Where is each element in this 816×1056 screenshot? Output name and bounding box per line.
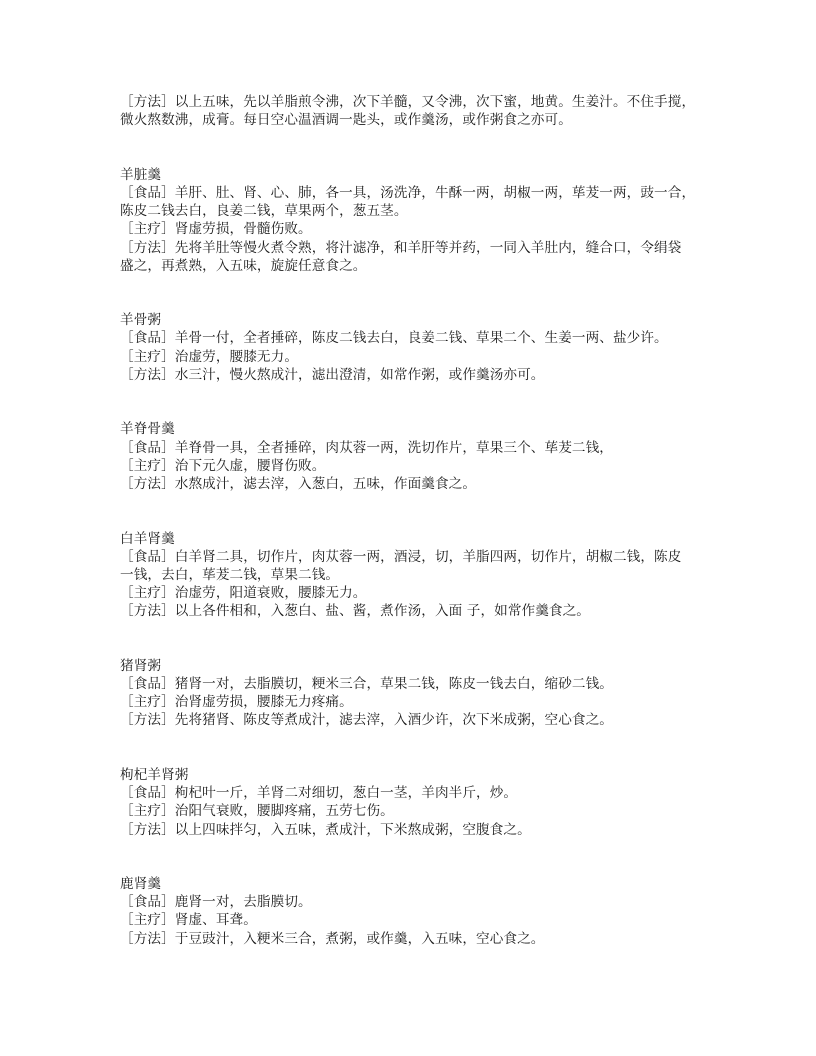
spacer [120, 402, 710, 420]
text-line: 微火熬数沸，成膏。每日空心温酒调一匙头，或作羹汤，或作粥食之亦可。 [120, 112, 572, 129]
text-line: ［食品］羊脊骨一具，全者捶碎，肉苁蓉一两，洗切作片，草果三个、荜茇二钱， [120, 439, 613, 456]
text-line: ［方法］水三汁，慢火熬成汁，滤出澄清，如常作粥，或作羹汤亦可。 [120, 366, 545, 383]
recipe-title: 羊脏羹 [120, 166, 162, 183]
spacer [120, 493, 710, 511]
recipe-title: 鹿肾羹 [120, 876, 162, 893]
text-line: ［主疗］治阳气衰败，腰脚疼痛，五劳七伤。 [120, 803, 394, 820]
spacer [120, 857, 710, 875]
spacer [120, 639, 710, 657]
recipe-title: 羊脊骨羹 [120, 421, 175, 438]
text-line: ［食品］羊骨一付，全者捶碎，陈皮二钱去白，良姜二钱、草果二个、生姜一两、盐少许。 [120, 330, 668, 347]
text-line: ［方法］先将猪肾、陈皮等煮成汁，滤去滓，入酒少许，次下米成粥，空心食之。 [120, 712, 613, 729]
text-line: ［方法］以上五味，先以羊脂煎令沸，次下羊髓，又令沸，次下蜜，地黄。生姜汁。不住手搅， [120, 94, 696, 110]
spacer [120, 730, 710, 748]
text-line: ［主疗］肾虚、耳聋。 [120, 912, 257, 929]
text-line: ［方法］水熬成汁，滤去滓，入葱白，五味，作面羹食之。 [120, 475, 477, 492]
text-line: ［方法］先将羊肚等慢火煮令熟，将汁滤净，和羊肝等并药，一同入羊肚内，缝合口，令绢袋 [120, 239, 682, 256]
recipe-zhu-shen-zhou [120, 657, 710, 730]
spacer [120, 748, 710, 766]
text-line: 盛之，再煮熟，入五味，旋旋任意食之。 [120, 257, 367, 274]
spacer [120, 129, 710, 147]
spacer [120, 839, 710, 857]
recipe-title: 枸杞羊肾粥 [120, 766, 189, 783]
text-line: ［食品］白羊肾二具，切作片，肉苁蓉一两，酒浸，切，羊脂四两，切作片，胡椒二钱，陈皮 [120, 548, 682, 565]
intro-method-paragraph [120, 93, 710, 129]
recipe-bai-yang-shen-geng [120, 530, 710, 621]
spacer [120, 293, 710, 311]
text-line: ［食品］鹿肾一对，去脂膜切。 [120, 894, 312, 911]
text-line: ［方法］于豆豉汁，入粳米三合，煮粥，或作羹，入五味，空心食之。 [120, 930, 545, 947]
recipe-yang-zang-geng [120, 166, 710, 275]
spacer [120, 275, 710, 293]
recipe-yang-gu-zhou [120, 311, 710, 384]
recipe-title: 白羊肾羹 [120, 530, 175, 547]
recipe-title: 羊骨粥 [120, 312, 162, 329]
document-page [120, 93, 710, 948]
recipe-yang-ji-gu-geng [120, 420, 710, 493]
spacer [120, 384, 710, 402]
text-line: ［方法］以上四味拌匀，入五味，煮成汁，下米熬成粥，空腹食之。 [120, 821, 531, 838]
text-line: ［食品］枸杞叶一斤，羊肾二对细切，葱白一茎，羊肉半斤，炒。 [120, 785, 518, 802]
text-line: ［主疗］治虚劳，阳道衰败，腰膝无力。 [120, 585, 367, 602]
text-line: ［主疗］治虚劳，腰膝无力。 [120, 348, 299, 365]
text-line: ［主疗］治下元久虚，腰肾伤败。 [120, 457, 326, 474]
text-line: ［方法］以上各件相和，入葱白、盐、酱，煮作汤，入面 子，如常作羹食之。 [120, 603, 591, 620]
text-line: 陈皮二钱去白，良姜二钱，草果两个，葱五茎。 [120, 203, 408, 220]
recipe-title: 猪肾粥 [120, 657, 162, 674]
recipe-gou-qi-yang-shen-zhou [120, 766, 710, 839]
text-line: 一钱，去白，荜茇二钱，草果二钱。 [120, 566, 340, 583]
text-line: ［食品］猪肾一对，去脂膜切，粳米三合，草果二钱，陈皮一钱去白，缩砂二钱。 [120, 676, 613, 692]
spacer [120, 148, 710, 166]
spacer [120, 511, 710, 529]
text-line: ［食品］羊肝、肚、肾、心、肺，各一具，汤洗净，牛酥一两，胡椒一两，荜茇一两，豉一合， [120, 184, 696, 201]
text-line: ［主疗］治肾虚劳损，腰膝无力疼痛。 [120, 694, 353, 711]
recipe-lu-shen-geng [120, 875, 710, 948]
text-line: ［主疗］肾虚劳损，骨髓伤败。 [120, 221, 312, 238]
spacer [120, 620, 710, 638]
